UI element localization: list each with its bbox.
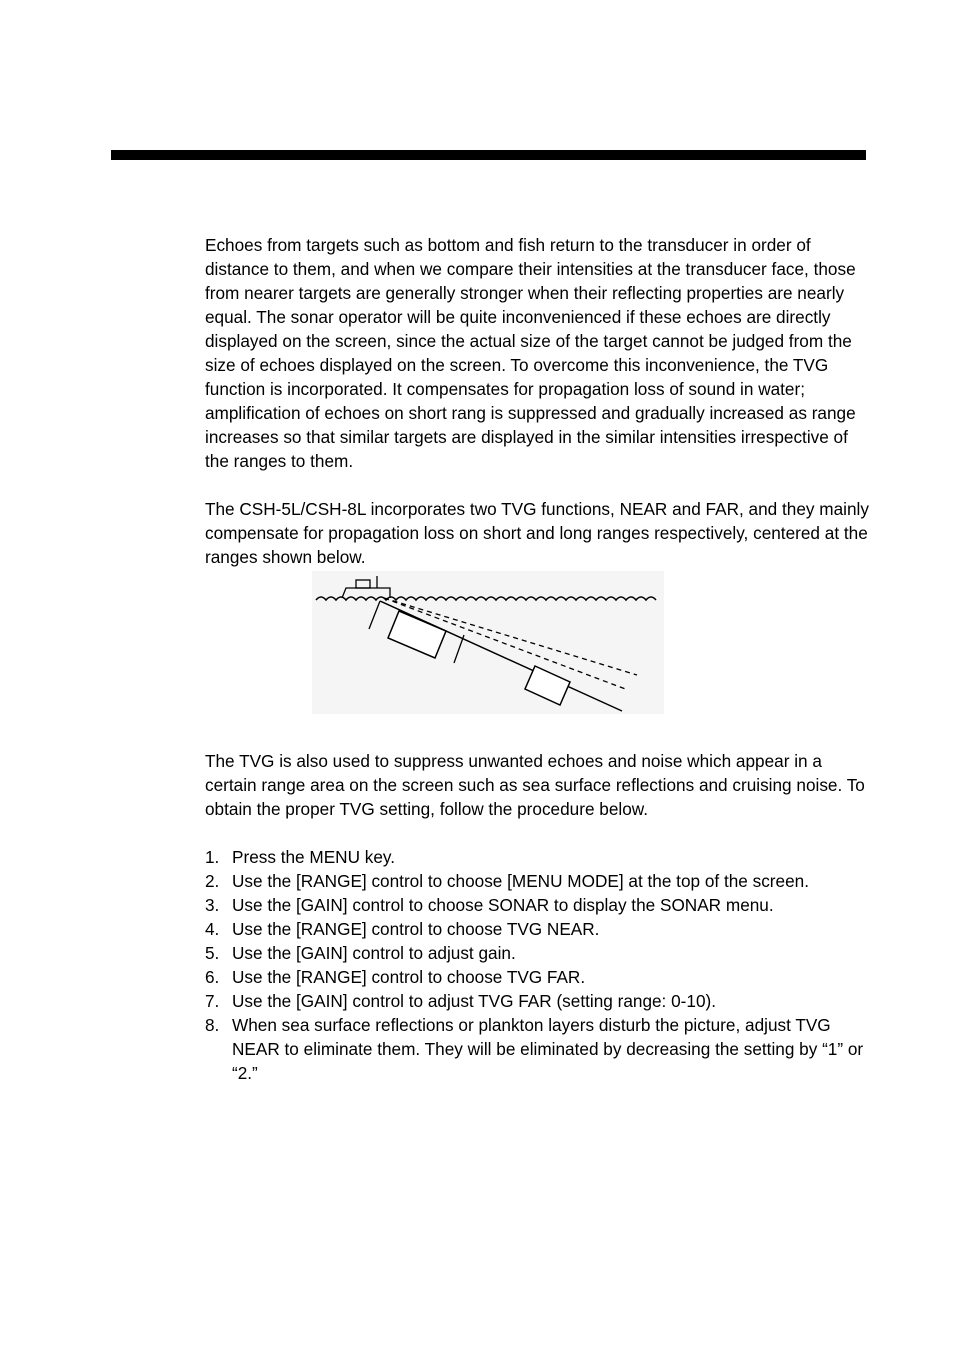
step-number: 1. [205, 847, 220, 867]
tvg-functions-paragraph: The CSH-5L/CSH-8L incorporates two TVG functions, NEAR and FAR, and they mainly compensate for propagation loss on short and long ranges respectively, centered at the ranges shown below. [205, 499, 869, 567]
step-number: 3. [205, 895, 220, 915]
list-item [205, 917, 870, 941]
step-number: 5. [205, 943, 220, 963]
intro-paragraph: Echoes from targets such as bottom and fish return to the transducer in order of distance to them, and when we compare their intensities at the transducer face, those from nearer targets are generally stronger when their reflecting properties are nearly equal. The sonar operator will be quite inconvenienced if these echoes are directly displayed on the screen, since the actual size of the target cannot be judged from the size of echoes displayed on the screen. To overcome this inconvenience, the TVG function is incorporated. It compensates for propagation loss of sound in water; amplification of echoes on short rang is suppressed and gradually increased as range increases so that similar targets are displayed in the similar intensities irrespective of the ranges to them. [205, 235, 856, 471]
step-number: 4. [205, 919, 220, 939]
tvg-suppress-paragraph: The TVG is also used to suppress unwanted echoes and noise which appear in a certain range area on the screen such as sea surface reflections and cruising noise. To obtain the proper TVG setting, follow the procedure below. [205, 751, 865, 819]
list-item [205, 1013, 870, 1085]
step-text: Use the [RANGE] control to choose TVG NEAR. [232, 919, 600, 939]
diagram-background [312, 571, 664, 714]
tvg-range-diagram [312, 571, 664, 714]
step-number: 8. [205, 1015, 220, 1035]
step-text: Use the [RANGE] control to choose TVG FAR. [232, 967, 586, 987]
list-item [205, 893, 870, 917]
step-text: Use the [RANGE] control to choose [MENU MODE] at the top of the screen. [232, 871, 809, 891]
step-text: Press the MENU key. [232, 847, 396, 867]
step-number: 7. [205, 991, 220, 1011]
procedure-list [205, 845, 870, 1085]
step-text: Use the [GAIN] control to adjust gain. [232, 943, 516, 963]
list-item [205, 989, 870, 1013]
list-item [205, 845, 870, 869]
step-text: Use the [GAIN] control to choose SONAR to display the SONAR menu. [232, 895, 774, 915]
step-number: 6. [205, 967, 220, 987]
list-item [205, 941, 870, 965]
step-text: Use the [GAIN] control to adjust TVG FAR (setting range: 0-10). [232, 991, 717, 1011]
list-item [205, 965, 870, 989]
list-item [205, 869, 870, 893]
header-rule [111, 150, 866, 160]
step-number: 2. [205, 871, 220, 891]
step-text: When sea surface reflections or plankton layers disturb the picture, adjust TVG NEAR to eliminate them. They will be eliminated by decreasing the setting by “1” or “2.” [232, 1015, 864, 1083]
